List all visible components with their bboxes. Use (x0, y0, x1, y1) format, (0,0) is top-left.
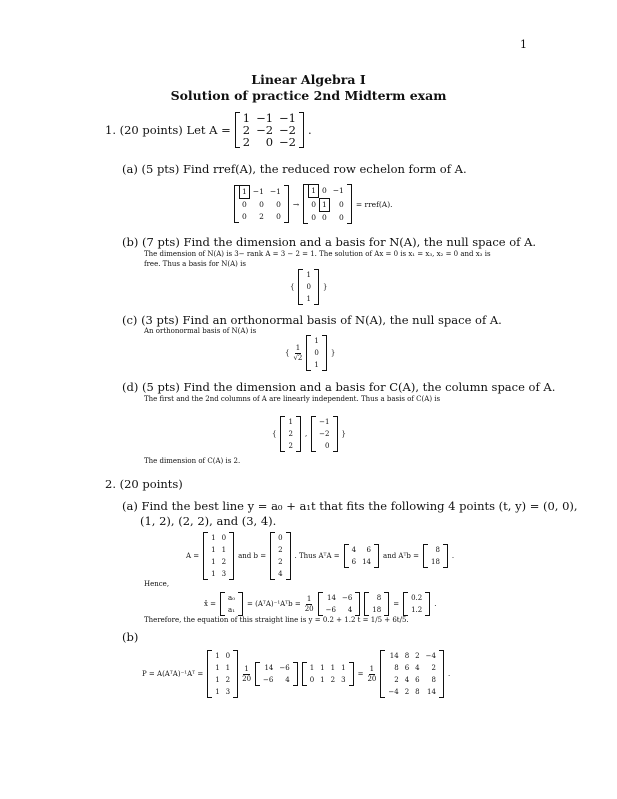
matrix-cell: 14 (389, 652, 399, 660)
matrix-A (235, 112, 304, 148)
matrix-cell: 1 (242, 111, 251, 125)
matrix-cell: 8 (435, 546, 440, 554)
matrix-cell: −1 (256, 111, 274, 125)
projection-equation: P = A(AᵀA)⁻¹Aᵀ = 1 0 1 1 1 2 1 3 $\frac{1}{20}$ 14 −6 −6 4 1 1 1 1 0 1 2 3 = $\frac{1}{20}$ 14 8 2 −4 8 6 4 2 2 4 6 8 −4 2 8 14 . (142, 652, 451, 696)
matrix-cell: 8 (394, 664, 399, 672)
matrix-cell: 4 (415, 664, 420, 672)
matrix-cell: 2 (242, 135, 251, 149)
matrix-cell: 1 (306, 271, 311, 279)
matrix-cell: 2 (394, 676, 399, 684)
matrix-cell: 2 (278, 558, 283, 566)
q1a-prompt: (a) (5 pts) Find rref(A), the reduced row echelon form of A. (122, 162, 467, 176)
xhat-equation: x̂ = a₀ a₁ = (AᵀA)⁻¹Aᵀb = $\frac{1}{20}$ 14 −6 −6 4 8 18 = 0.2 1.2 . (204, 594, 437, 614)
column-vector-2 (311, 416, 337, 452)
matrix-cell: 0 (225, 652, 231, 660)
matrix-cell: 1 (225, 664, 231, 672)
matrix-cell: 3 (225, 688, 231, 696)
matrix-cell: 14 (427, 688, 436, 696)
q1c-prompt: (c) (3 pts) Find an orthonormal basis of N(A), the null space of A. (122, 313, 502, 327)
matrix-cell: 0 (325, 442, 330, 450)
matrix-cell: 1 (309, 664, 315, 672)
matrix-cell: −1 (252, 187, 264, 196)
matrix-cell: 2 (415, 652, 420, 660)
matrix-cell: 1 (211, 546, 216, 554)
q1c-text: An orthonormal basis of N(A) is (144, 327, 257, 335)
matrix-cell: −2 (279, 135, 296, 149)
column-vector-1 (280, 416, 300, 452)
solution-vector (403, 592, 430, 616)
matrix-cell: −1 (269, 187, 281, 196)
orthonormal-vector (306, 335, 326, 371)
matrix-cell: 2 (278, 546, 283, 554)
q1b-text1: The dimension of N(A) is 3− rank A = 3 − 2 = 1. The solution of Ax = 0 is x₁ = x₃, x₂ = 0 and x₃ is (144, 250, 491, 258)
matrix-cell: 1 (308, 184, 319, 198)
projection-result (380, 650, 444, 698)
q1-statement: 1. (20 points) Let A = 1 −1 −1 2 −2 −2 2 0 −2 . (105, 111, 312, 149)
matrix-cell: 14 (264, 664, 274, 672)
matrix-cell: 0 (276, 200, 281, 209)
matrix-cell: 0.2 (411, 594, 423, 602)
matrix-cell: −6 (341, 594, 353, 602)
matrix-cell: 0 (265, 135, 274, 149)
normal-equations: A = 1 0 1 1 1 2 1 3 and b = 0 2 2 4 . Thus AᵀA = 4 6 6 14 and Aᵀb = 8 18 . (186, 534, 455, 578)
q1-lead: 1. (20 points) Let A = (105, 123, 231, 137)
matrix-cell: 6 (366, 546, 372, 554)
matrix-cell: 0 (321, 213, 327, 222)
matrix-cell: −4 (388, 688, 399, 696)
rref-right-matrix (303, 184, 352, 224)
matrix-cell: 1 (288, 418, 293, 426)
matrix-cell: 1 (320, 676, 325, 684)
matrix-cell: 1 (330, 664, 336, 672)
title-line2: Solution of practice 2nd Midterm exam (170, 88, 447, 103)
matrix-cell: 4 (347, 606, 353, 614)
matrix-cell: 4 (404, 676, 410, 684)
q2b-label: (b) (122, 630, 139, 644)
title-line1: Linear Algebra I (251, 72, 366, 87)
matrix-cell: 0 (311, 200, 316, 209)
q2a-prompt1: (a) Find the best line y = a₀ + a₁t that fits the following 4 points (t, y) = (0, 0), (122, 499, 578, 513)
matrix-cell: 1 (215, 652, 220, 660)
matrix-cell: 4 (285, 676, 290, 684)
matrix-cell: 2 (330, 676, 336, 684)
projection-A (207, 650, 238, 698)
matrix-cell: 1 (211, 534, 216, 542)
matrix-cell: −6 (263, 676, 274, 684)
matrix-cell: 0 (339, 200, 344, 209)
matrix-cell: 8 (431, 676, 436, 684)
column-basis: { 1 2 2 , −1 −2 0 } (272, 418, 346, 450)
matrix-cell: 3 (341, 676, 346, 684)
rref-left-matrix (234, 185, 289, 223)
matrix-cell: 4 (278, 570, 283, 578)
matrix-cell: 6 (415, 676, 420, 684)
matrix-cell: 0 (314, 349, 319, 357)
atb-vector-2 (364, 592, 389, 616)
matrix-cell: 2 (221, 558, 227, 566)
q2a-prompt2: (1, 2), (2, 2), and (3, 4). (140, 514, 277, 528)
matrix-cell: 2 (259, 212, 264, 221)
hence: Hence, (144, 580, 170, 588)
matrix-cell: 0 (278, 534, 283, 542)
matrix-cell: −1 (332, 186, 344, 195)
page-number: 1 (520, 38, 527, 51)
projection-inverse (255, 662, 298, 686)
matrix-cell: 0 (306, 283, 311, 291)
matrix-cell: −2 (319, 430, 330, 438)
coef-frac: $\frac{1}{√2}$ (293, 343, 303, 362)
matrix-cell: 2 (242, 123, 251, 137)
matrix-cell: 0 (221, 534, 227, 542)
rref-suffix: = rref(A). (355, 199, 393, 209)
matrix-cell: 6 (351, 558, 357, 566)
matrix-cell: 0 (242, 200, 247, 209)
matrix-cell: −1 (319, 418, 330, 426)
matrix-cell: 1 (211, 558, 216, 566)
q1b-prompt: (b) (7 pts) Find the dimension and a basis for N(A), the null space of A. (122, 235, 537, 249)
matrix-cell: −2 (279, 123, 296, 137)
xhat-vector (220, 592, 243, 616)
matrix-cell: 0 (242, 212, 247, 221)
inverse-matrix (318, 592, 361, 616)
matrix-cell: 1 (306, 295, 311, 303)
matrix-cell: −6 (325, 606, 336, 614)
therefore-line: Therefore, the equation of this straight line is y = 0.2 + 1.2 t = 1/5 + 6t/5. (144, 616, 409, 624)
matrix-cell: 14 (362, 558, 372, 566)
orthonormal-basis: { $\frac{1}{√2}$ 1 0 1 } (285, 337, 336, 369)
matrix-cell: 18 (430, 558, 440, 566)
atb-vector (423, 544, 448, 568)
matrix-cell: 2 (288, 442, 293, 450)
null-basis-vector (298, 269, 318, 305)
null-basis: { 1 0 1 } (290, 271, 328, 303)
matrix-cell: a₀ (228, 594, 236, 602)
matrix-cell: 0 (276, 212, 281, 221)
matrix-cell: −2 (256, 123, 274, 137)
matrix-cell: 1 (320, 664, 325, 672)
matrix-cell: 1 (319, 198, 330, 212)
matrix-cell: 3 (221, 570, 227, 578)
matrix-cell: 18 (372, 606, 382, 614)
matrix-cell: −4 (425, 652, 436, 660)
matrix-cell: 2 (431, 664, 436, 672)
rref-equation: 1 −1 −1 0 0 0 0 2 0 → 1 0 −1 0 1 0 0 0 0 = rref(A). (234, 184, 393, 224)
matrix-cell: 0 (259, 200, 264, 209)
q1d-dimension: The dimension of C(A) is 2. (144, 457, 241, 465)
matrix-cell: 2 (225, 676, 231, 684)
matrix-cell: 0 (311, 213, 316, 222)
matrix-cell: −6 (279, 664, 290, 672)
matrix-cell: 8 (404, 652, 410, 660)
q1d-prompt: (d) (5 pts) Find the dimension and a basis for C(A), the column space of A. (122, 380, 556, 394)
matrix-cell: 1 (314, 361, 319, 369)
matrix-cell: 1 (341, 664, 346, 672)
matrix-cell: 0 (309, 676, 315, 684)
matrix-cell: 4 (351, 546, 357, 554)
matrix-cell: 1 (211, 570, 216, 578)
matrix-cell: 1 (215, 664, 220, 672)
matrix-cell: 2 (404, 688, 410, 696)
matrix-cell: 1 (215, 688, 220, 696)
matrix-cell: 0 (339, 213, 344, 222)
q1d-text: The first and the 2nd columns of A are linearly independent. Thus a basis of C(A) is (144, 395, 441, 403)
projection-At (302, 662, 354, 686)
matrix-cell: 1 (314, 337, 319, 345)
design-matrix (203, 532, 234, 580)
matrix-cell: 1.2 (411, 606, 423, 614)
matrix-cell: 8 (376, 594, 382, 602)
matrix-cell: 1 (221, 546, 227, 554)
q1b-text2: free. Thus a basis for N(A) is (144, 260, 246, 268)
matrix-cell: a₁ (228, 606, 236, 614)
matrix-cell: 8 (415, 688, 420, 696)
matrix-cell: 0 (321, 186, 327, 195)
b-vector (270, 532, 290, 580)
matrix-cell: 2 (288, 430, 293, 438)
matrix-cell: 6 (404, 664, 410, 672)
matrix-cell: −1 (279, 111, 296, 125)
q2-lead: 2. (20 points) (105, 477, 183, 491)
matrix-cell: 14 (327, 594, 336, 602)
matrix-cell: 1 (215, 676, 220, 684)
matrix-cell: 1 (239, 185, 250, 199)
ata-matrix (344, 544, 379, 568)
